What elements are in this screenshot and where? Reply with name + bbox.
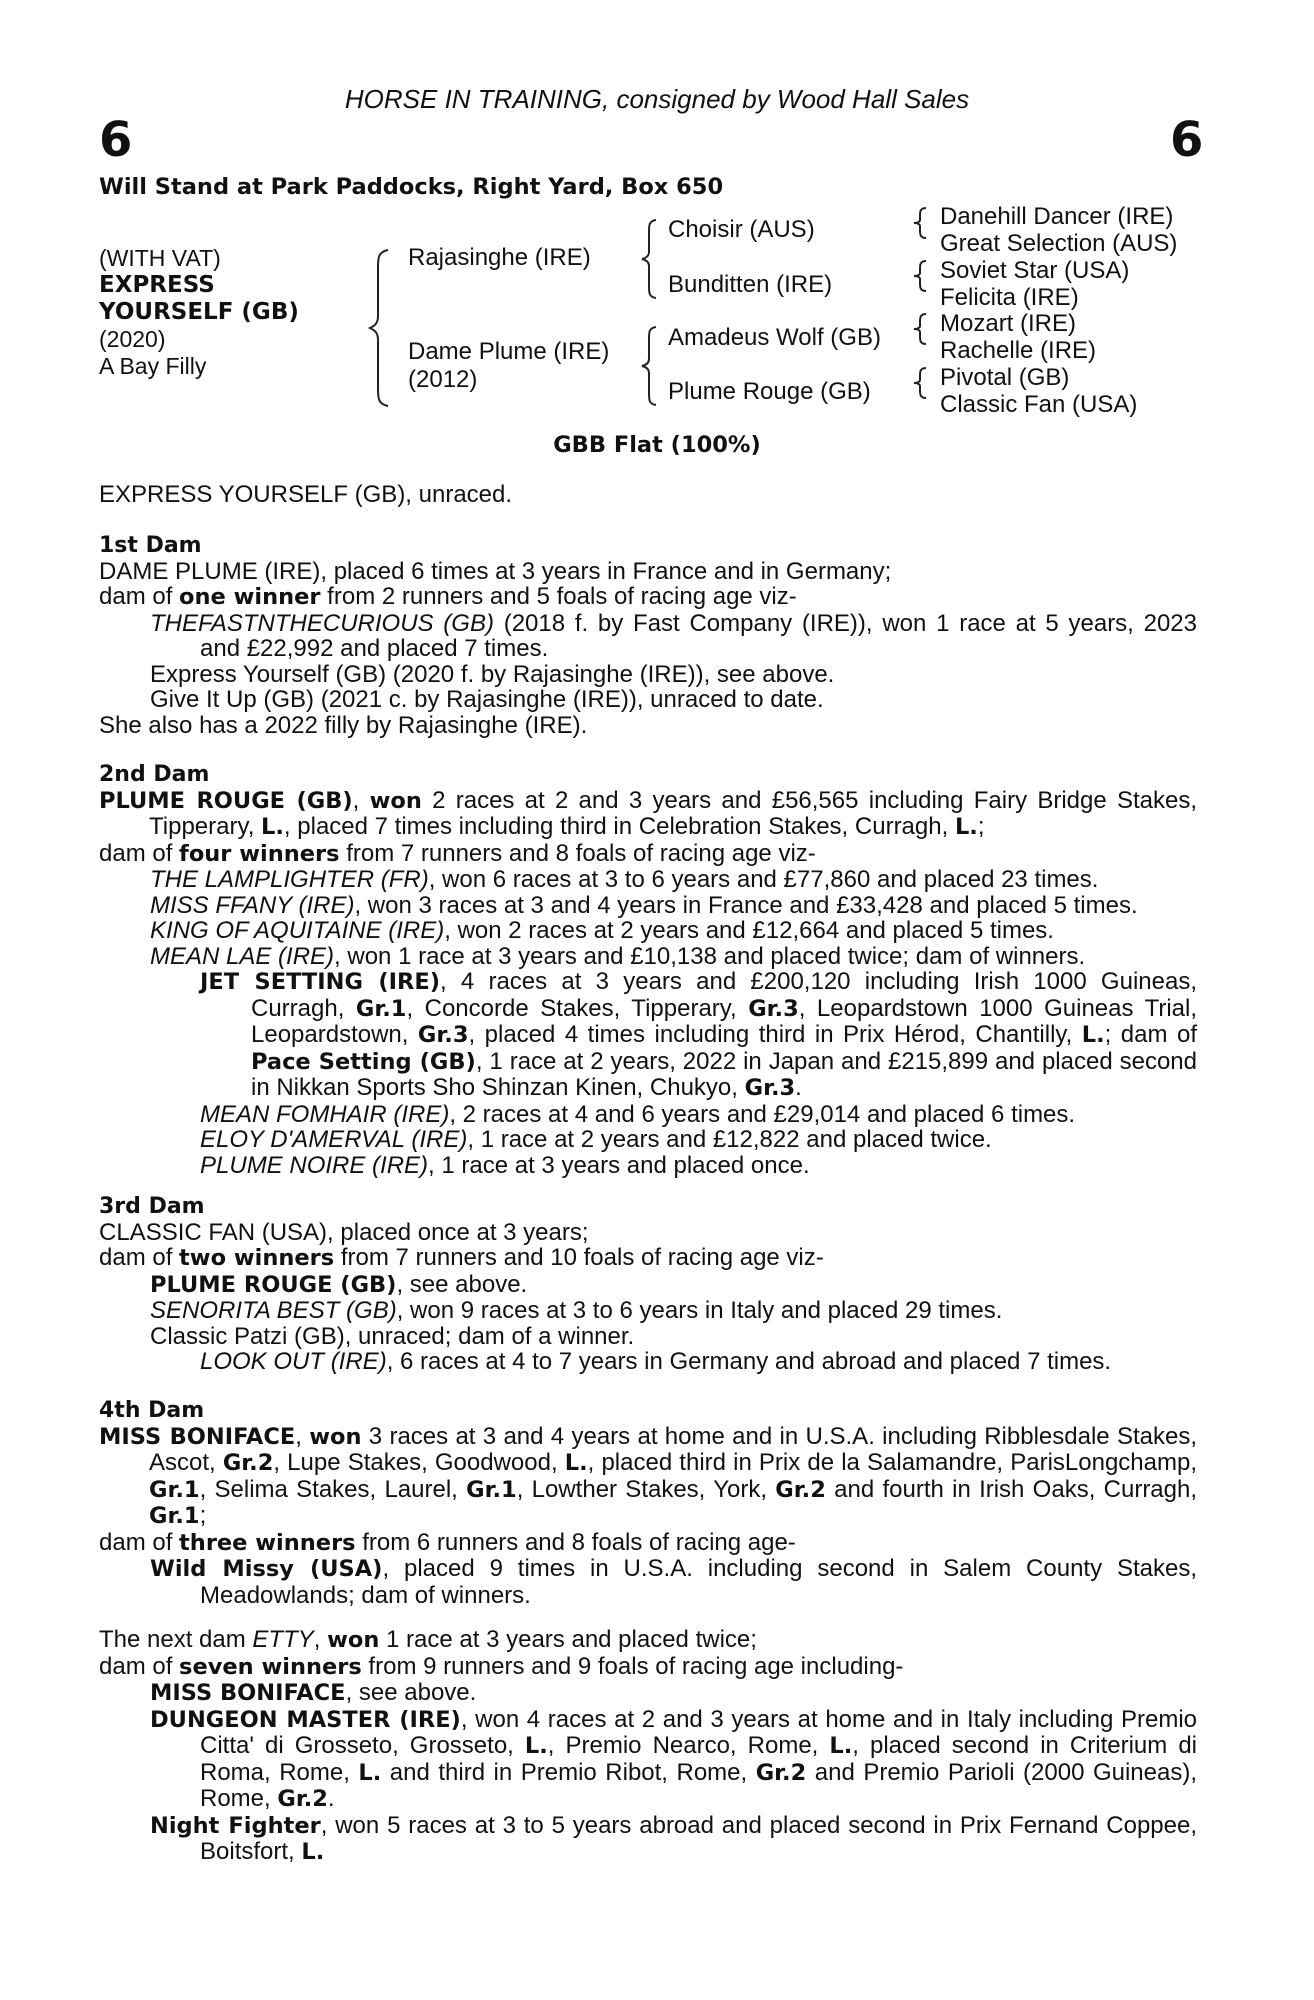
produce-entry [99, 918, 1197, 944]
pedigree-dam-year: (2012) [408, 366, 478, 393]
text-run: L. [564, 1450, 588, 1476]
text-run: from 7 runners and 8 foals of racing age viz- [339, 839, 816, 867]
pedigree-sire-sire: Choisir (AUS) [668, 216, 815, 243]
text-run: , won 1 race at 3 years and £10,138 and placed twice; dam of winners. [334, 942, 1086, 970]
text-run: dam of [99, 839, 180, 867]
pedigree-ggs-4: Felicita (IRE) [940, 284, 1079, 311]
pedigree-ggs-7: Pivotal (GB) [940, 364, 1070, 391]
text-run: , Leopardstown 1000 Guineas Trial, Leopardstown, [251, 994, 1198, 1048]
text-run: Pace Setting (GB) [251, 1048, 476, 1075]
text-run: L. [954, 814, 978, 840]
stand-location: Will Stand at Park Paddocks, Right Yard, Box 650 [99, 174, 724, 200]
produce-line [99, 1530, 1197, 1557]
text-run: Gr.2 [775, 1476, 826, 1503]
text-run: 2 races at 2 and 3 years and £56,565 including Fairy Bridge Stakes, Tipperary, [149, 786, 1198, 840]
text-run: KING OF AQUITAINE (IRE) [150, 917, 445, 944]
catalogue-header: HORSE IN TRAINING, consigned by Wood Hall Sales [344, 84, 970, 114]
text-run: , 6 races at 4 to 7 years in Germany and abroad and placed 7 times. [386, 1348, 1112, 1375]
text-run: L. [358, 1759, 382, 1786]
text-run: four winners [179, 840, 340, 867]
text-run: Gr.2 [277, 1786, 328, 1812]
section-heading: 4th Dam [99, 1398, 205, 1423]
text-run: MISS BONIFACE [150, 1680, 346, 1706]
text-run: won [327, 1627, 380, 1653]
text-run: , Lupe Stakes, Goodwood, [273, 1449, 565, 1476]
rating: GBB Flat (100%) [553, 432, 761, 458]
text-run: from 9 runners and 9 foals of racing age including- [361, 1652, 904, 1680]
text-run: JET SETTING (IRE) [200, 969, 440, 995]
text-run: SENORITA BEST (GB) [150, 1297, 397, 1324]
pedigree-brace-g3 [912, 312, 930, 346]
text-run: THE LAMPLIGHTER (FR) [150, 866, 429, 893]
text-run: Gr.2 [755, 1759, 807, 1786]
text-run: , placed third in Prix de la Salamandre, ParisLongchamp, [587, 1449, 1197, 1476]
horse-name-line1: EXPRESS [99, 272, 215, 298]
text-run: , [313, 1626, 328, 1653]
text-run: , placed 7 times including third in Celebration Stakes, Curragh, [283, 813, 955, 840]
text-run: PLUME NOIRE (IRE) [200, 1151, 429, 1179]
pedigree-dam: Dame Plume (IRE) [408, 338, 610, 365]
text-run: dam of [99, 1528, 180, 1556]
produce-entry [99, 893, 1197, 919]
lot-number-right: 6 [1170, 112, 1204, 168]
text-run: Night Fighter [150, 1812, 321, 1839]
text-run: L. [261, 814, 284, 840]
section-heading: 2nd Dam [99, 762, 210, 787]
text-run: dam of [99, 1244, 180, 1271]
text-run: , placed 4 times including third in Prix Hérod, Chantilly, [468, 1021, 1082, 1048]
text-run: two winners [179, 1245, 335, 1271]
text-run: Gr.1 [466, 1476, 517, 1503]
produce-entry [99, 1272, 1197, 1299]
text-run: ; [199, 1502, 207, 1529]
text-run: Gr.3 [748, 995, 799, 1022]
pedigree-brace-sire [640, 218, 660, 300]
text-run: , 1 race at 2 years and £12,822 and placed twice. [467, 1126, 992, 1153]
grand-produce-entry [99, 1153, 1197, 1179]
text-run: THEFASTNTHECURIOUS (GB) [150, 609, 494, 637]
dam-record [99, 1424, 1197, 1530]
text-run: ETTY [252, 1626, 314, 1653]
produce-entry [99, 1707, 1197, 1813]
grand-produce-entry [99, 1349, 1197, 1375]
text-run: dam of [99, 583, 180, 610]
vat-note: (WITH VAT) [99, 245, 221, 271]
text-run: 1 race at 3 years and placed twice; [379, 1626, 757, 1653]
pedigree-brace-g4 [912, 366, 930, 400]
produce-line [99, 841, 1197, 868]
section-heading: 3rd Dam [99, 1194, 205, 1219]
text-run: L. [301, 1839, 325, 1865]
text-run: won [309, 1423, 362, 1450]
pedigree-ggs-3: Soviet Star (USA) [940, 257, 1130, 284]
text-run: MISS BONIFACE [99, 1423, 296, 1450]
horse-name-line2: YOURSELF (GB) [99, 299, 299, 325]
text-run: PLUME ROUGE (GB) [99, 787, 353, 814]
text-run: dam of [99, 1652, 180, 1680]
third-dam-section [99, 1194, 1197, 1375]
produce-line [99, 1245, 1197, 1272]
produce-entry: Express Yourself (GB) (2020 f. by Rajasinghe (IRE)), see above. [150, 660, 835, 688]
text-run: Gr.2 [222, 1450, 274, 1476]
dam-line: CLASSIC FAN (USA), placed once at 3 years; [99, 1218, 589, 1246]
text-run: seven winners [179, 1653, 362, 1680]
text-run: , won 9 races at 3 to 6 years in Italy and placed 29 times. [396, 1297, 1003, 1324]
text-run: from 6 runners and 8 foals of racing age- [355, 1528, 796, 1556]
text-run: and Premio Parioli (2000 Guineas), Rome, [200, 1758, 1197, 1812]
text-run: , won 5 races at 3 to 5 years abroad and placed second in Prix Fernand Coppee, Boitsfort, [200, 1811, 1198, 1865]
text-run: , see above. [345, 1679, 477, 1706]
horse-year: (2020) [99, 326, 166, 352]
text-run: Gr.3 [417, 1022, 469, 1048]
text-run: , Premio Nearco, Rome, [547, 1732, 830, 1759]
next-dam-section [99, 1627, 1197, 1866]
text-run: MEAN FOMHAIR (IRE) [200, 1100, 450, 1128]
text-run: PLUME ROUGE (GB) [150, 1271, 397, 1298]
text-run: from 7 runners and 10 foals of racing age viz- [334, 1244, 824, 1271]
text-run: 3 races at 3 and 4 years at home and in U.S.A. including Ribblesdale Stakes, Ascot, [149, 1422, 1197, 1476]
text-run: LOOK OUT (IRE) [200, 1348, 387, 1375]
text-run: and third in Premio Ribot, Rome, [381, 1758, 756, 1786]
horse-identity [99, 245, 299, 380]
text-run: , won 3 races at 3 and 4 years in France and £33,428 and placed 5 times. [354, 891, 1138, 919]
text-run: , [352, 786, 370, 814]
produce-entry [99, 867, 1197, 893]
produce-entry [99, 1556, 1197, 1608]
pedigree-sire: Rajasinghe (IRE) [408, 244, 591, 271]
produce-entry: Classic Patzi (GB), unraced; dam of a winner. [150, 1322, 635, 1350]
text-run: , 1 race at 2 years, 2022 in Japan and £215,899 and placed second in Nikkan Sports Sho Shinzan Kinen, Chukyo, [251, 1047, 1197, 1101]
produce-line [99, 584, 1197, 611]
text-run: L. [524, 1733, 548, 1759]
dam-line: DAME PLUME (IRE), placed 6 times at 3 years in France and in Germany; [99, 557, 892, 585]
text-run: . [327, 1785, 335, 1812]
horse-description: A Bay Filly [99, 353, 207, 379]
produce-entry [99, 611, 1197, 662]
pedigree-brace-dam [640, 325, 660, 407]
pedigree-dam-dam: Plume Rouge (GB) [668, 378, 871, 405]
text-run: three winners [179, 1529, 356, 1556]
produce-entry: Give It Up (GB) (2021 c. by Rajasinghe (IRE)), unraced to date. [150, 686, 824, 713]
text-run: Gr.1 [355, 995, 407, 1022]
summary: EXPRESS YOURSELF (GB), unraced. [99, 481, 513, 508]
text-run: from 2 runners and 5 foals of racing age viz- [320, 583, 797, 610]
text-run: one winner [179, 584, 321, 610]
text-run: MEAN LAE (IRE) [150, 942, 335, 970]
text-run: , see above. [396, 1270, 528, 1298]
text-run: won [369, 787, 422, 814]
text-run: , Concorde Stakes, Tipperary, [406, 994, 749, 1022]
text-run: Gr.1 [149, 1503, 200, 1529]
text-run: . [795, 1074, 802, 1101]
pedigree-dam-sire: Amadeus Wolf (GB) [668, 324, 881, 351]
text-run: Wild Missy (USA) [150, 1556, 383, 1582]
pedigree-brace-g1 [912, 206, 930, 240]
pedigree-sire-dam: Bunditten (IRE) [668, 271, 833, 298]
fourth-dam-section [99, 1398, 1197, 1608]
text-run: , 2 races at 4 and 6 years and £29,014 and placed 6 times. [449, 1100, 1076, 1128]
grand-produce-entry [99, 1127, 1197, 1153]
produce-entry [99, 1813, 1197, 1866]
pedigree-brace-g2 [912, 259, 930, 293]
text-run: Gr.3 [744, 1075, 796, 1101]
text-run: DUNGEON MASTER (IRE) [150, 1706, 461, 1733]
second-dam-section [99, 762, 1197, 1178]
section-heading: 1st Dam [99, 533, 202, 558]
text-run: , [295, 1422, 310, 1450]
text-run: , Selima Stakes, Laurel, [199, 1475, 467, 1503]
lot-number-left: 6 [99, 112, 133, 168]
dam-line [99, 1627, 1197, 1654]
text-run: ; dam of [1104, 1021, 1197, 1048]
produce-entry [99, 1298, 1197, 1324]
grand-produce-entry [99, 1102, 1197, 1128]
text-run: , 4 races at 3 years and £200,120 including Irish 1000 Guineas, Curragh, [251, 968, 1197, 1022]
text-run: L. [1081, 1022, 1105, 1048]
text-run: MISS FFANY (IRE) [150, 891, 355, 919]
pedigree-ggs-5: Mozart (IRE) [940, 310, 1077, 337]
note-line: She also has a 2022 filly by Rajasinghe (IRE). [99, 711, 588, 739]
pedigree-brace-main [368, 248, 392, 408]
text-run: , placed second in Criterium di Roma, Rome, [200, 1732, 1197, 1786]
text-run: ELOY D'AMERVAL (IRE) [200, 1126, 468, 1153]
produce-line [99, 1654, 1197, 1681]
text-run: , won 6 races at 3 to 6 years and £77,860 and placed 23 times. [428, 866, 1099, 893]
text-run: (2018 f. by Fast Company (IRE)), won 1 race at 5 years, 2023 and £22,992 and placed 7 times. [200, 609, 1197, 662]
produce-entry [99, 944, 1197, 970]
text-run: , won 2 races at 2 years and £12,664 and placed 5 times. [444, 917, 1054, 944]
produce-entry [99, 1680, 1197, 1707]
text-run: Gr.1 [149, 1476, 200, 1503]
first-dam-section [99, 533, 1197, 738]
text-run: ; [977, 813, 985, 840]
grand-produce-entry [99, 969, 1197, 1102]
text-run: , placed 9 times in U.S.A. including second in Salem County Stakes, Meadowlands; dam of winners. [200, 1555, 1198, 1609]
text-run: L. [829, 1733, 853, 1759]
text-run: , Lowther Stakes, York, [516, 1475, 776, 1503]
pedigree-ggs-8: Classic Fan (USA) [940, 391, 1138, 418]
text-run: and fourth in Irish Oaks, Curragh, [825, 1475, 1198, 1503]
text-run: The next dam [99, 1626, 253, 1653]
dam-record [99, 788, 1197, 841]
text-run: , 1 race at 3 years and placed once. [428, 1151, 810, 1179]
text-run: , won 4 races at 2 and 3 years at home and in Italy including Premio Citta' di Grosseto, Grosseto, [200, 1705, 1198, 1759]
pedigree-ggs-2: Great Selection (AUS) [940, 230, 1178, 257]
pedigree-ggs-6: Rachelle (IRE) [940, 337, 1097, 364]
pedigree-ggs-1: Danehill Dancer (IRE) [940, 203, 1174, 230]
